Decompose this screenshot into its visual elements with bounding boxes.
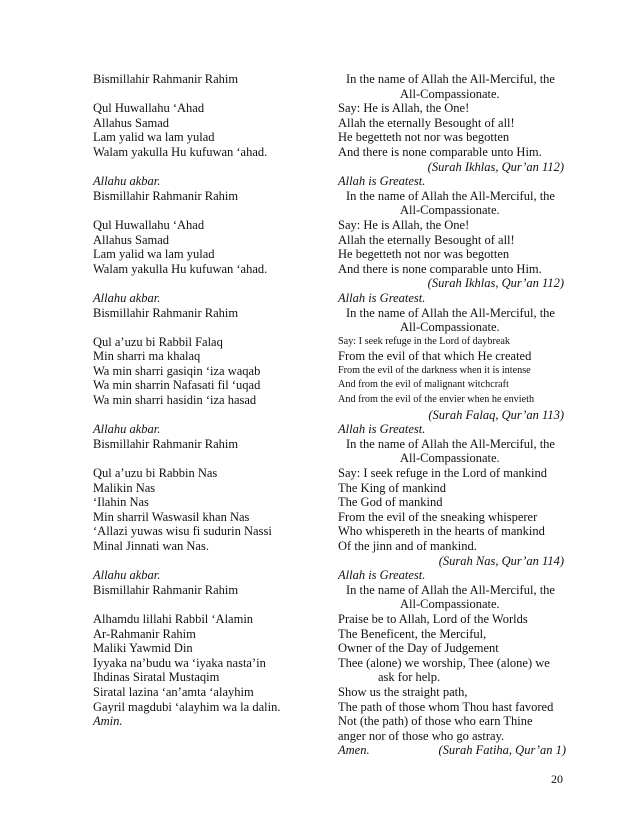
right-line: In the name of Allah the All-Merciful, the: [346, 72, 555, 86]
right-line: In the name of Allah the All-Merciful, the: [346, 305, 555, 320]
right-line: He begetteth not nor was begotten: [338, 247, 510, 262]
right-line: Allah is Greatest.: [338, 174, 426, 189]
left-line: Qul a’uzu bi Rabbin Nas: [93, 466, 218, 481]
left-line: Malikin Nas: [93, 480, 156, 495]
closing-line: [338, 743, 566, 758]
left-line: Lam yalid wa lam yulad: [93, 130, 215, 145]
page-number: 20: [551, 772, 563, 786]
amen-text: Amen.: [338, 743, 370, 758]
left-line: Amin.: [93, 714, 123, 729]
right-line: All-Compassionate.: [400, 203, 500, 218]
translation-lines: [338, 72, 566, 743]
left-line: Bismillahir Rahmanir Rahim: [93, 305, 239, 320]
right-line: Say: He is Allah, the One!: [338, 101, 470, 116]
left-line: Bismillahir Rahmanir Rahim: [93, 436, 239, 451]
right-line: anger nor of those who go astray.: [338, 728, 505, 743]
left-line: Lam yalid wa lam yulad: [93, 247, 215, 262]
right-line: Show us the straight path,: [338, 684, 468, 699]
fatiha-citation: (Surah Fatiha, Qur’an 1): [438, 743, 566, 758]
right-line: From the evil of the darkness when it is intense: [338, 364, 531, 376]
right-line: From the evil of that which He created: [338, 349, 532, 364]
right-line: And from the evil of the envier when he envieth: [338, 394, 535, 406]
right-line: Not (the path) of those who earn Thine: [338, 714, 533, 729]
right-line: All-Compassionate.: [400, 320, 500, 335]
right-line: Say: He is Allah, the One!: [338, 217, 470, 232]
left-line: Wa min sharri hasidin ‘iza hasad: [93, 393, 257, 408]
right-line: Praise be to Allah, Lord of the Worlds: [338, 611, 528, 626]
right-line: Allah is Greatest.: [338, 568, 426, 583]
left-line: Allahu akbar.: [93, 422, 161, 437]
left-line: Bismillahir Rahmanir Rahim: [93, 188, 239, 203]
left-line: Bismillahir Rahmanir Rahim: [93, 72, 239, 86]
stanza-gap: [93, 320, 333, 335]
right-line: (Surah Nas, Qur’an 114): [438, 553, 564, 568]
stanza-gap: [93, 597, 333, 612]
left-line: Allahus Samad: [93, 115, 170, 130]
right-line: He begetteth not nor was begotten: [338, 130, 510, 145]
left-line: Ar-Rahmanir Rahim: [93, 626, 196, 641]
right-line: Allah the eternally Besought of all!: [338, 115, 515, 130]
right-line: The God of mankind: [338, 495, 443, 510]
left-column-transliteration: [93, 72, 333, 729]
stanza-gap: [93, 160, 333, 175]
right-line: Owner of the Day of Judgement: [338, 641, 499, 656]
left-line: Qul Huwallahu ‘Ahad: [93, 217, 205, 232]
left-line: Walam yakulla Hu kufuwan ‘ahad.: [93, 144, 268, 159]
left-line: ‘Allazi yuwas wisu fi sudurin Nassi: [93, 524, 272, 539]
right-line: All-Compassionate.: [400, 451, 500, 466]
right-line: And from the evil of malignant witchcraft: [338, 379, 509, 391]
left-line: Allahu akbar.: [93, 290, 161, 305]
right-line: In the name of Allah the All-Merciful, the: [346, 188, 555, 203]
left-line: Bismillahir Rahmanir Rahim: [93, 582, 239, 597]
left-line: Iyyaka na’budu wa ‘iyaka nasta’in: [93, 655, 266, 670]
right-column-translation: [338, 72, 566, 758]
stanza-gap: [93, 276, 333, 291]
right-line: All-Compassionate.: [400, 597, 500, 612]
left-line: Min sharril Waswasil khan Nas: [93, 509, 250, 524]
stanza-gap: [93, 554, 333, 569]
right-line: (Surah Ikhlas, Qur’an 112): [427, 159, 564, 174]
left-line: Alhamdu lillahi Rabbil ‘Alamin: [93, 611, 254, 626]
left-line: Gayril magdubi ‘alayhim wa la dalin.: [93, 699, 281, 714]
right-line: Who whispereth in the hearts of mankind: [338, 524, 545, 539]
right-line: Allah the eternally Besought of all!: [338, 232, 515, 247]
right-line: And there is none comparable unto Him.: [338, 261, 542, 276]
left-line: Wa min sharri gasiqin ‘iza waqab: [93, 363, 261, 378]
stanza-gap: [93, 203, 333, 218]
right-line: In the name of Allah the All-Merciful, the: [346, 436, 555, 451]
right-line: Thee (alone) we worship, Thee (alone) we: [338, 655, 550, 670]
left-line: Allahu akbar.: [93, 568, 161, 583]
right-line: Say: I seek refuge in the Lord of mankind: [338, 466, 547, 481]
left-line: Maliki Yawmid Din: [93, 641, 193, 656]
left-line: Min sharri ma khalaq: [93, 349, 201, 364]
right-line: Of the jinn and of mankind.: [338, 539, 477, 553]
left-line: Qul a’uzu bi Rabbil Falaq: [93, 334, 223, 349]
right-line: Say: I seek refuge in the Lord of daybreak: [338, 335, 510, 347]
left-line: ‘Ilahin Nas: [93, 495, 149, 510]
right-line: (Surah Ikhlas, Qur’an 112): [427, 276, 564, 291]
right-line: And there is none comparable unto Him.: [338, 144, 542, 159]
stanza-gap: [93, 87, 333, 102]
left-line: Qul Huwallahu ‘Ahad: [93, 101, 205, 116]
right-line: In the name of Allah the All-Merciful, the: [346, 582, 555, 597]
left-line: Wa min sharrin Nafasati fil ‘uqad: [93, 378, 261, 393]
left-line: Siratal lazina ‘an’amta ‘alayhim: [93, 684, 254, 699]
left-line: Minal Jinnati wan Nas.: [93, 539, 209, 553]
right-line: From the evil of the sneaking whisperer: [338, 509, 538, 524]
left-line: Walam yakulla Hu kufuwan ‘ahad.: [93, 261, 268, 276]
left-line: Allahu akbar.: [93, 174, 161, 189]
right-line: ask for help.: [378, 670, 441, 685]
right-line: All-Compassionate.: [400, 86, 500, 101]
right-line: (Surah Falaq, Qur’an 113): [428, 407, 564, 422]
left-line: Ihdinas Siratal Mustaqim: [93, 670, 220, 685]
right-line: Allah is Greatest.: [338, 290, 426, 305]
right-line: The path of those whom Thou hast favored: [338, 699, 554, 714]
right-line: The Beneficent, the Merciful,: [338, 626, 487, 641]
left-line: Allahus Samad: [93, 232, 170, 247]
stanza-gap: [93, 408, 333, 423]
stanza-gap: [93, 451, 333, 466]
right-line: The King of mankind: [338, 480, 446, 495]
right-line: Allah is Greatest.: [338, 422, 426, 437]
